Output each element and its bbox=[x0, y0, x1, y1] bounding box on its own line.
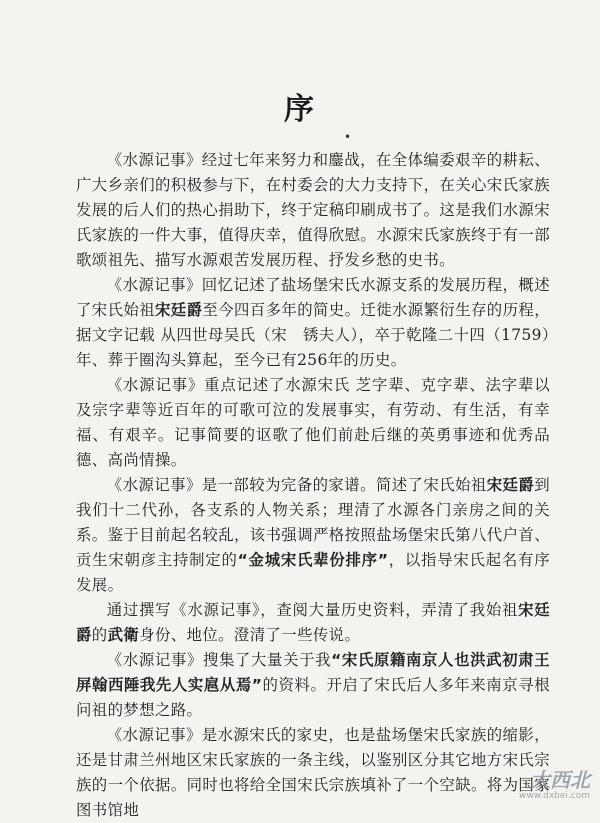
watermark-url: www.dxbei.com bbox=[519, 791, 590, 801]
text-segment: 至今四百多年的简史。迁徙水源繁衍生存的历程，据文字记载 从四世母吴氏（宋 锈夫人），卒于乾隆二十四（1759）年、葬于圈沟头算起，至今已有256年的历史。 bbox=[76, 301, 550, 369]
text-segment: 《水源记事》回忆记述了盐场堡宋氏水源支系的发展历程，概述了宋氏始祖 bbox=[76, 276, 550, 319]
text-segment: 《水源记事》重点记述了水源宋氏 芝字辈、克字辈、法字辈以及宗字辈等近百年的可歌可泣的发展事实，有劳动、有生活，有幸福、有艰辛。记事简要的讴歌了他们前赴后继的英勇事迹和优秀品德、高尚情操。 bbox=[76, 376, 550, 469]
text-segment: ，以指导宋氏起名有序发展。 bbox=[76, 551, 550, 594]
text-segment: 到我们十二代孙，各支系的人物关系；理清了水源各门亲房之间的关系。鉴于目前起名较乱，该书强调严格按照盐场堡宋氏第八代户首、贡生宋朝彦主持制定的 bbox=[76, 476, 550, 569]
text-segment: 的资料。开启了宋氏后人多年来南京寻根问祖的梦想之路。 bbox=[76, 676, 551, 719]
text-segment: 的 bbox=[91, 626, 108, 644]
emphasis-text: 武衛 bbox=[107, 626, 140, 644]
emphasis-text: 宋廷爵 bbox=[155, 301, 203, 319]
emphasis-text: 宋廷爵 bbox=[486, 476, 535, 494]
paragraph bbox=[76, 148, 550, 273]
document-body bbox=[76, 148, 550, 823]
paragraph bbox=[76, 473, 550, 598]
text-segment: 《水源记事》搜集了大量关于我 bbox=[106, 651, 332, 669]
paragraph bbox=[76, 648, 550, 723]
text-segment: 《水源记事》经过七年来努力和鏖战，在全体编委艰辛的耕耘、广大乡亲们的积极参与下，在村委会的大力支持下，在关心宋氏家族发展的后人们的热心捐助下，终于定稿印刷成书了。这是我们水源宋氏家族的一件大事，值得庆幸，值得欣慰。水源宋氏家族终于有一部歌颂祖先、描写水源艰苦发展历程、抒发乡愁的史书。 bbox=[76, 151, 550, 269]
emphasis-text: “宋氏原籍南京人也洪武初肃王屏翰西陲我先人实扈从焉” bbox=[76, 651, 550, 694]
text-segment: 通过撰写《水源记事》，查阅大量历史资料，弄清了我始祖 bbox=[106, 601, 519, 619]
decorative-dot: • bbox=[344, 130, 352, 144]
watermark-logo bbox=[519, 768, 590, 804]
emphasis-text: 宋廷爵 bbox=[76, 601, 550, 644]
paragraph bbox=[76, 273, 550, 373]
text-segment: 《水源记事》是水源宋氏的家史，也是盐场堡宋氏家族的缩影，还是甘肃兰州地区宋氏家族的一条主线，以鉴别区分其它地方宋氏宗族的一个依据。同时也将给全国宋氏宗族填补了一个空缺。将为国家图书馆地 bbox=[76, 726, 550, 819]
text-segment: 身份、地位。澄清了一些传说。 bbox=[139, 626, 361, 644]
paragraph bbox=[76, 598, 550, 648]
paragraph bbox=[76, 723, 550, 823]
emphasis-text: “金城宋氏辈份排序” bbox=[237, 551, 389, 569]
watermark-main: 大西北 bbox=[530, 768, 590, 792]
page-title: 序 bbox=[284, 92, 316, 127]
paragraph bbox=[76, 373, 550, 473]
text-segment: 《水源记事》是一部较为完备的家谱。简述了宋氏始祖 bbox=[106, 476, 487, 494]
